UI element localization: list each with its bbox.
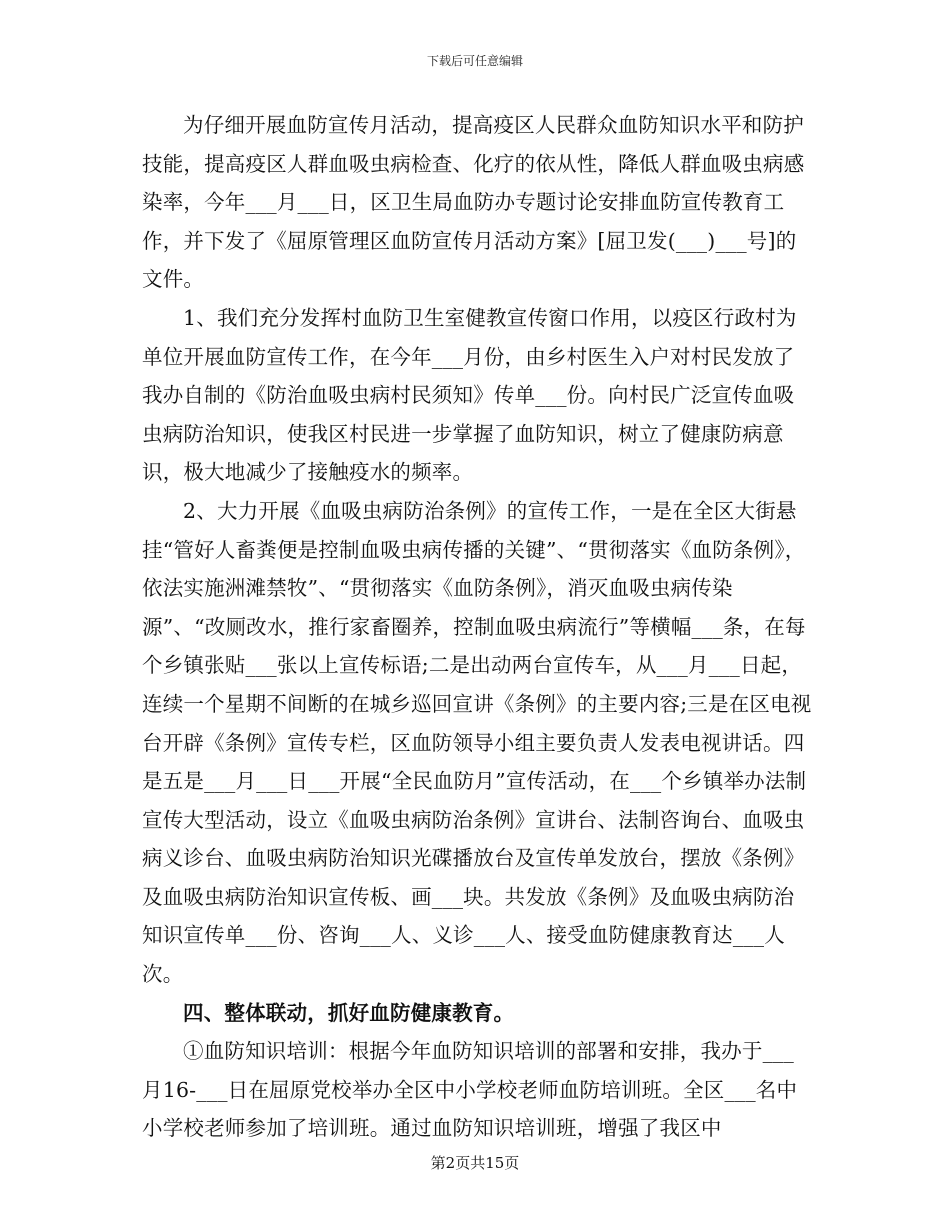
intro-paragraph: 为仔细开展血防宣传月活动，提高疫区人民群众血防知识水平和防护技能，提高疫区人群血吸虫病检查、化疗的依从性，降低人群血吸虫病感染率，今年___月___日，区卫生局血防办专题讨论安排血防宣传教育工作，并下发了《屈原管理区血防宣传月活动方案》[屈卫发(___)___号]的文件。: [142, 113, 805, 292]
document-body: [142, 106, 812, 1148]
item-2-paragraph: 2、大力开展《血吸虫病防治条例》的宣传工作，一是在全区大街悬挂“管好人畜粪便是控制血吸虫病传播的关键”、“贯彻落实《血防条例》，依法实施洲滩禁牧”、“贯彻落实《血防条例》，消灭血吸虫病传染源”、“改厕改水，推行家畜圈养，控制血吸虫病流行”等横幅___条，在每个乡镇张贴___张以上宣传标语;二是出动两台宣传车，从___月___日起，连续一个星期不间断的在城乡巡回宣讲《条例》的主要内容;三是在区电视台开辟《条例》宣传专栏，区血防领导小组主要负责人发表电视讲话。四是五是___月___日___开展“全民血防月”宣传活动，在___个乡镇举办法制宣传大型活动，设立《血吸虫病防治条例》宣讲台、法制咨询台、血吸虫病义诊台、血吸虫病防治知识光碟播放台及宣传单发放台，摆放《条例》及血吸虫病防治知识宣传板、画___块。共发放《条例》及血吸虫病防治知识宣传单___份、咨询___人、义诊___人、接受血防健康教育达___人次。: [142, 498, 812, 987]
item-1-paragraph: 1、我们充分发挥村血防卫生室健教宣传窗口作用，以疫区行政村为单位开展血防宣传工作，在今年___月份，由乡村医生入户对村民发放了我办自制的《防治血吸虫病村民须知》传单___份。向村民广泛宣传血吸虫病防治知识，使我区村民进一步掌握了血防知识，树立了健康防病意识，极大地减少了接触疫水的频率。: [142, 305, 797, 485]
section-heading-4: 四、整体联动，抓好血防健康教育。: [183, 1000, 515, 1025]
page-header: 下载后可任意编辑: [426, 54, 523, 68]
page-footer: 第2页共15页: [430, 1154, 520, 1172]
training-paragraph: ①血防知识培训：根据今年血防知识培训的部署和安排，我办于___月16-___日在屈原党校举办全区中小学校老师血防培训班。全区___名中小学校老师参加了培训班。通过血防知识培训班，增强了我区中: [142, 1039, 798, 1141]
